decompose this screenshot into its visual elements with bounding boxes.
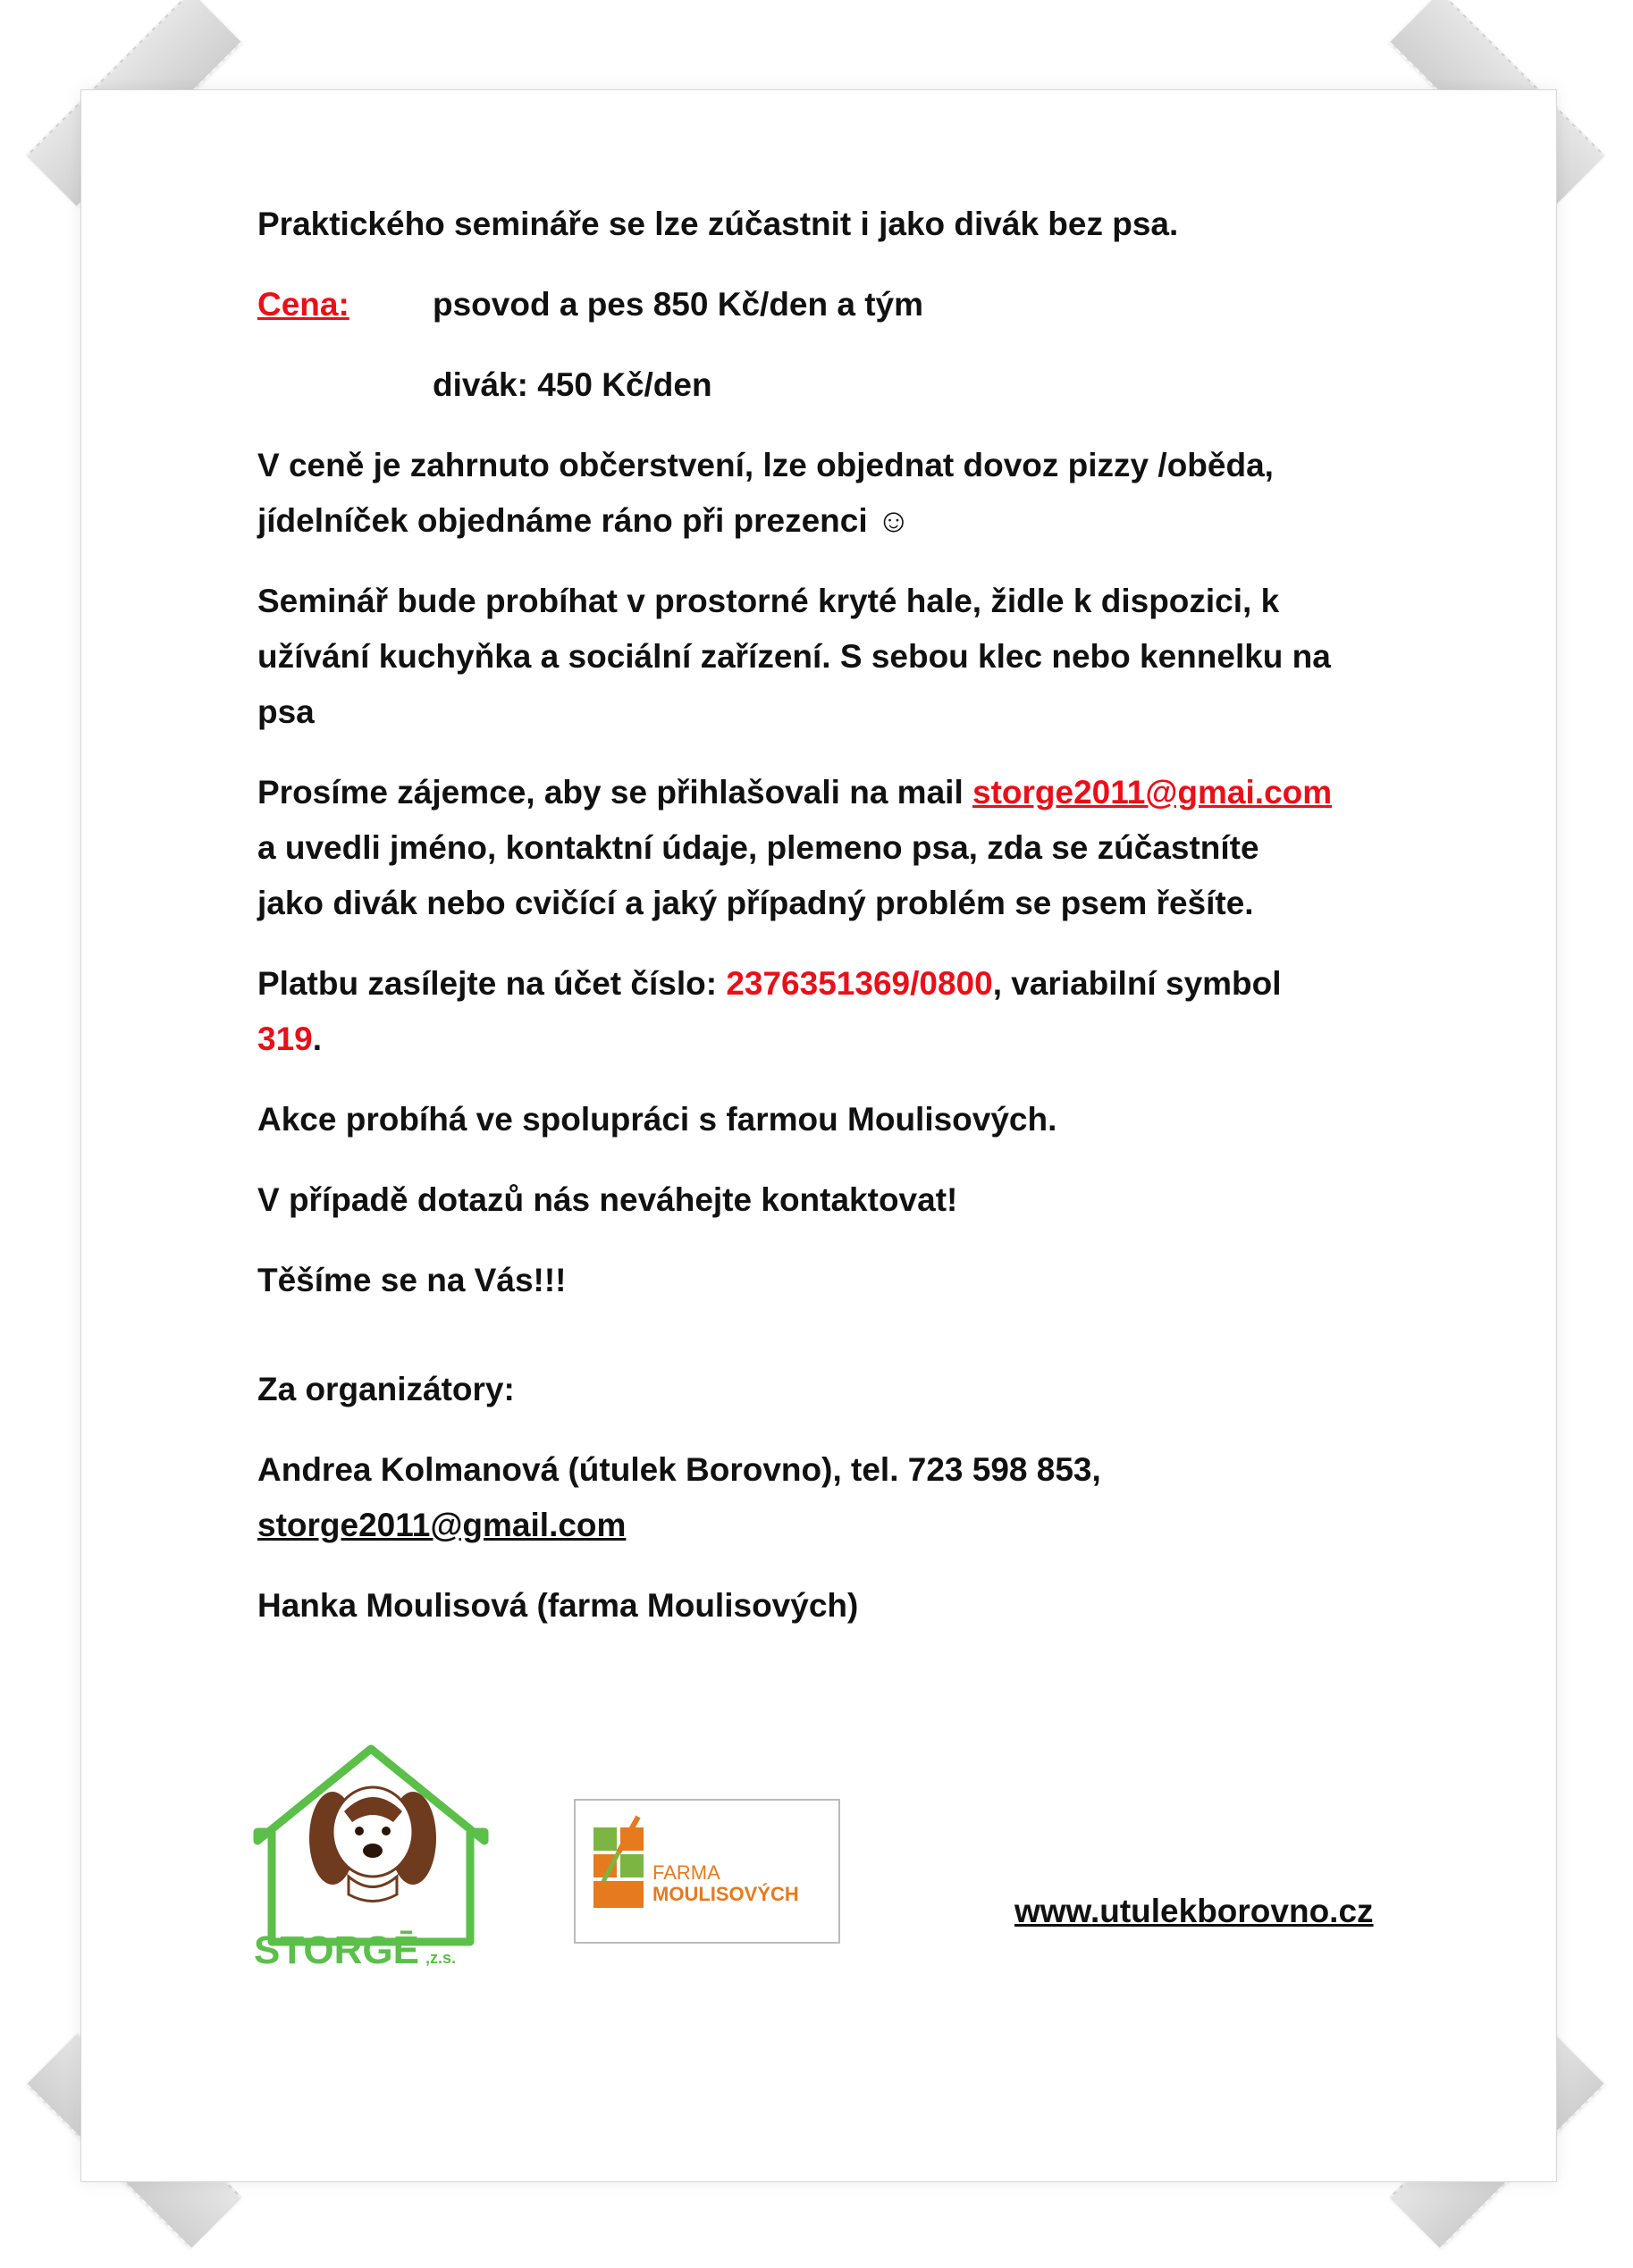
organizer-1 [257,1442,1419,1553]
payment-account-number: 2376351369/0800 [726,965,993,1002]
signup-paragraph [257,765,1419,931]
payment-variable-symbol: 319 [257,1021,313,1057]
storge-suffix: ,z.s. [425,1949,457,1967]
closing-paragraph: Těšíme se na Vás!!! [257,1262,567,1298]
signup-line-2: a uvedli jméno, kontaktní údaje, plemeno psa, zda se zúčastníte [257,829,1259,866]
storge-logo [250,1738,492,1975]
payment-symbol-label: , variabilní symbol [992,965,1282,1002]
dog-head-icon [309,1787,436,1902]
venue-paragraph [257,574,1419,740]
refreshment-paragraph [257,438,1419,549]
signup-text: Prosíme zájemce, aby se přihlašovali na mail [257,774,972,811]
payment-end: . [312,1021,323,1057]
intro-paragraph: Praktického semináře se lze zúčastnit i jako divák bez psa. [257,206,1179,242]
cooperation-paragraph: Akce probíhá ve spolupráci s farmou Moulisových. [257,1101,1057,1138]
website-link[interactable]: www.utulekborovno.cz [1014,1893,1374,1929]
organizer-1-name: Andrea Kolmanová (útulek Borovno), tel. 723 598 853, [257,1451,1101,1488]
refreshment-line-1: V ceně je zahrnuto občerstvení, lze objednat dovoz pizzy /oběda, [257,447,1274,483]
farma-label: FARMA [652,1861,720,1884]
farma-logo-graphic [576,1801,838,1942]
organizer-2: Hanka Moulisová (farma Moulisových) [257,1587,859,1624]
price-row [257,277,1419,332]
organizers-heading: Za organizátory: [257,1371,515,1407]
refreshment-line-2: jídelníček objednáme ráno při prezenci ☺ [257,502,911,539]
questions-paragraph: V případě dotazů nás neváhejte kontaktovat! [257,1181,958,1218]
price-handler-dog: psovod a pes 850 Kč/den a tým [433,286,924,323]
venue-line-2: užívání kuchyňka a sociální zařízení. S sebou klec nebo kennelku na [257,638,1331,675]
signup-line-3: jako divák nebo cvičící a jaký případný problém se psem řešíte. [257,885,1254,921]
venue-line-1: Seminář bude probíhat v prostorné kryté hale, židle k dispozici, k [257,583,1280,619]
organizer-1-email-link[interactable]: storge2011@gmail.com [257,1507,627,1543]
venue-line-3: psa [257,693,315,730]
farma-name: MOULISOVÝCH [652,1883,799,1905]
leaf-icon [593,1817,644,1908]
farma-logo [574,1799,840,1944]
signup-email-link[interactable]: storge2011@gmai.com [972,774,1333,811]
price-spectator: divák: 450 Kč/den [433,366,712,403]
payment-paragraph [257,956,1419,1067]
price-label: Cena: [257,286,349,323]
document-body [257,197,1419,1659]
storge-wordmark: STORGĒ [254,1928,420,1972]
payment-text: Platbu zasílejte na účet číslo: [257,965,727,1002]
